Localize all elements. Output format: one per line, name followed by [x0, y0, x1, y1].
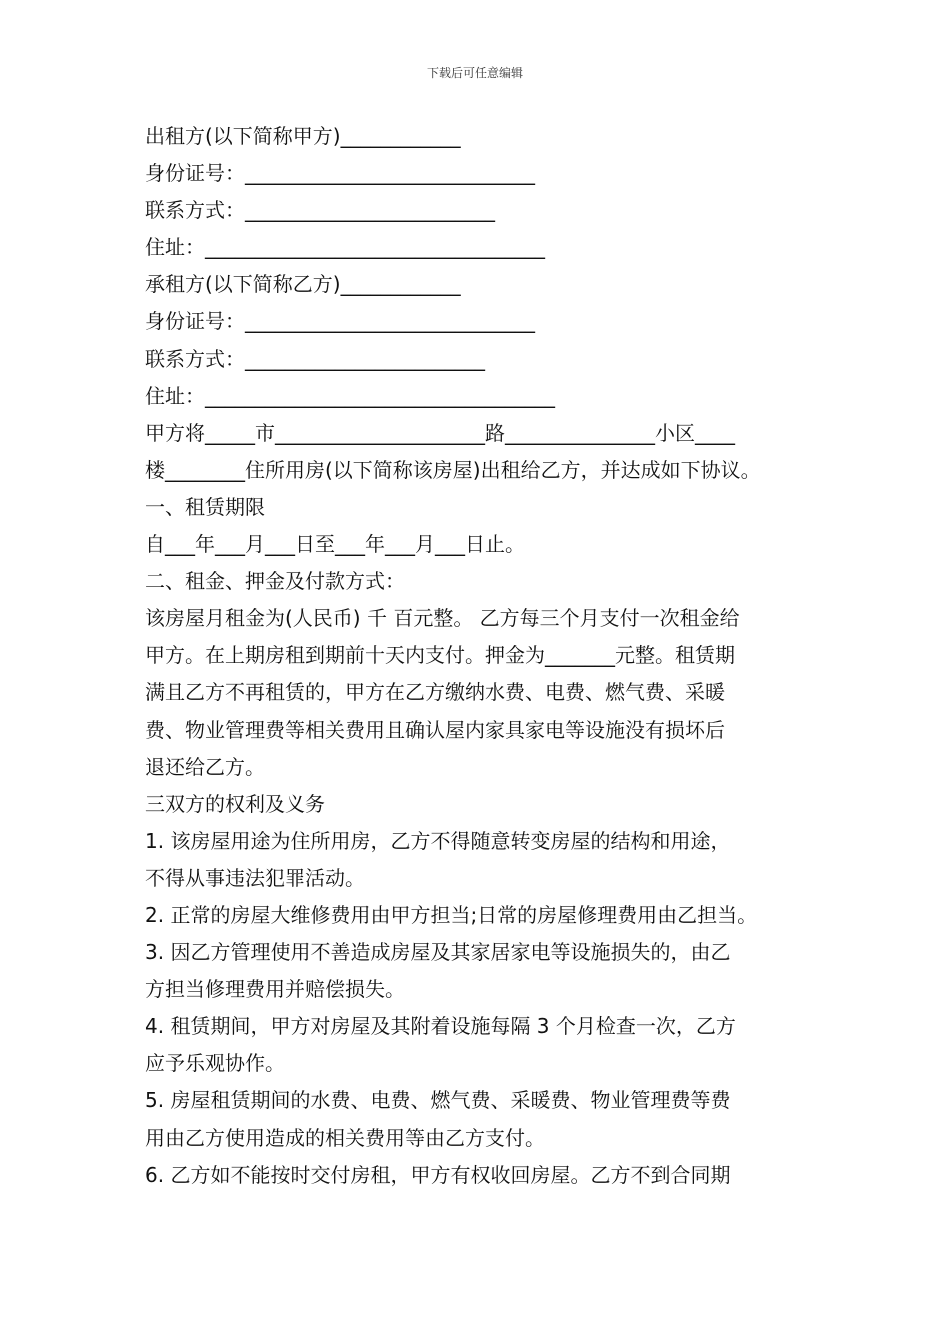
- clause-line: 3. 因乙方管理使用不善造成房屋及其家居家电等设施损失的，由乙: [145, 940, 731, 965]
- clause-line: 4. 租赁期间，甲方对房屋及其附着设施每隔 3 个月检查一次，乙方: [145, 1014, 736, 1039]
- clause-line: 1. 该房屋用途为住所用房，乙方不得随意转变房屋的结构和用途，: [145, 828, 731, 853]
- lessor-contact-line: 联系方式：_________________________: [145, 198, 495, 223]
- section-heading-rights: 三双方的权利及义务: [145, 791, 325, 816]
- paragraph-line: 费、物业管理费等相关费用且确认屋内家具家电等设施没有损坏后: [145, 717, 725, 742]
- clause-line: 应予乐观协作。: [145, 1051, 285, 1076]
- lessee-line: 承租方(以下简称乙方)____________: [145, 272, 461, 297]
- clause-line: 6. 乙方如不能按时交付房租，甲方有权收回房屋。乙方不到合同期: [145, 1162, 731, 1187]
- clause-line: 不得从事违法犯罪活动。: [145, 865, 365, 890]
- lessee-id-line: 身份证号：_____________________________: [145, 309, 535, 334]
- clause-line: 5. 房屋租赁期间的水费、电费、燃气费、采暖费、物业管理费等费: [145, 1088, 731, 1113]
- paragraph-line: 甲方。在上期房租到期前十天内支付。押金为_______元整。租赁期: [145, 643, 735, 668]
- paragraph-line: 满且乙方不再租赁的，甲方在乙方缴纳水费、电费、燃气费、采暖: [145, 680, 725, 705]
- lessor-address-line: 住址：__________________________________: [145, 235, 545, 260]
- section-heading-lease-term: 一、租赁期限: [145, 494, 265, 519]
- contract-body: [145, 118, 825, 1194]
- lessee-contact-line: 联系方式：________________________: [145, 346, 485, 371]
- lease-term-line: 自___年___月___日至___年___月___日止。: [145, 532, 525, 557]
- section-heading-rent: 二、租金、押金及付款方式：: [145, 569, 405, 594]
- page-header: 下载后可任意编辑: [426, 66, 523, 80]
- lessee-address-line: 住址：___________________________________: [145, 383, 555, 408]
- clause-line: 用由乙方使用造成的相关费用等由乙方支付。: [145, 1125, 545, 1150]
- clause-line: 方担当修理费用并赔偿损失。: [145, 977, 405, 1002]
- paragraph-line: 该房屋月租金为(人民币) 千 百元整。 乙方每三个月支付一次租金给: [145, 606, 740, 631]
- lessor-id-line: 身份证号：_____________________________: [145, 161, 535, 186]
- property-location-line: 甲方将_____市_____________________路_______________小区____: [145, 420, 735, 445]
- paragraph-line: 退还给乙方。: [145, 754, 265, 779]
- property-building-line: 楼________住所用房(以下简称该房屋)出租给乙方，并达成如下协议。: [145, 457, 761, 482]
- lessor-line: 出租方(以下简称甲方)____________: [145, 124, 461, 148]
- clause-line: 2. 正常的房屋大维修费用由甲方担当;日常的房屋修理费用由乙担当。: [145, 902, 758, 927]
